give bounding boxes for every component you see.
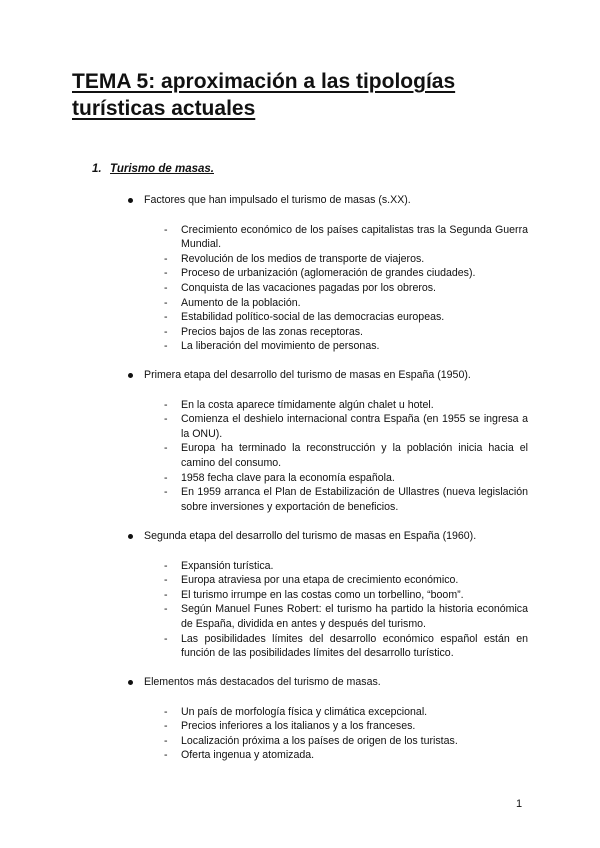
dash-icon: -	[164, 398, 168, 411]
dash-icon: -	[164, 281, 168, 294]
group-heading-text: Segunda etapa del desarrollo del turismo de masas en España (1960).	[144, 530, 477, 542]
list-item-text: Aumento de la población.	[181, 296, 301, 309]
list-item	[164, 573, 528, 588]
list-item	[164, 281, 528, 296]
page-number: 1	[516, 798, 523, 810]
list-item-text: En 1959 arranca el Plan de Estabilización de Ullastres (nueva legislación sobre inversiones y exportación de beneficios.	[181, 486, 528, 513]
list-item	[164, 398, 528, 413]
list-item-text: La liberación del movimiento de personas.	[181, 340, 380, 353]
dash-icon: -	[164, 252, 168, 265]
list-item-text: 1958 fecha clave para la economía española.	[181, 471, 395, 484]
dash-icon: -	[164, 471, 168, 484]
list-item	[164, 310, 528, 325]
list-item-text: Localización próxima a los países de origen de los turistas.	[181, 734, 458, 747]
section-title: Turismo de masas.	[110, 163, 214, 175]
list-item-text: Las posibilidades límites del desarrollo económico español están en función de las posibilidades límites del desarrollo turístico.	[181, 632, 528, 660]
dash-icon: -	[164, 325, 168, 338]
list-item	[164, 252, 528, 267]
list-item-text: Crecimiento económico de los países capitalistas tras la Segunda Guerra Mundial.	[181, 223, 528, 251]
list-item-text: Revolución de los medios de transporte de viajeros.	[181, 252, 425, 265]
section-heading	[92, 163, 214, 175]
dash-icon: -	[164, 267, 168, 280]
list-item-text: Un país de morfología física y climática excepcional.	[181, 705, 428, 718]
list-item	[164, 485, 528, 514]
dash-icon: -	[164, 574, 168, 587]
list-item	[164, 223, 528, 252]
list-item-text: Precios inferiores a los italianos y a los franceses.	[181, 720, 416, 733]
page-title: TEMA 5: aproximación a las tipologías turísticas actuales	[72, 70, 456, 120]
section-number: 1.	[92, 163, 102, 175]
group-heading-text: Factores que han impulsado el turismo de masas (s.XX).	[144, 194, 411, 206]
dash-icon: -	[164, 559, 168, 572]
list-item	[164, 266, 528, 281]
list-item-text: Conquista de las vacaciones pagadas por los obreros.	[181, 281, 436, 294]
dash-icon: -	[164, 296, 168, 309]
dash-icon: -	[164, 413, 168, 426]
bullet-dot-icon	[128, 534, 133, 539]
group-elementos	[128, 675, 528, 763]
group-factores	[128, 193, 528, 354]
list-item	[164, 559, 528, 574]
group-heading-text: Primera etapa del desarrollo del turismo de masas en España (1950).	[144, 369, 471, 381]
item-list	[128, 705, 528, 763]
group-segunda-etapa	[128, 529, 528, 661]
group-heading	[128, 193, 528, 208]
group-heading	[128, 675, 528, 690]
list-item-text: En la costa aparece tímidamente algún chalet u hotel.	[181, 398, 434, 411]
dash-icon: -	[164, 603, 168, 616]
bullet-dot-icon	[128, 680, 133, 685]
list-item	[164, 748, 528, 763]
list-item	[164, 471, 528, 486]
dash-icon: -	[164, 749, 168, 762]
list-item-text: Expansión turística.	[181, 559, 274, 572]
list-item-text: Estabilidad político-social de las democracias europeas.	[181, 311, 445, 324]
dash-icon: -	[164, 223, 168, 236]
dash-icon: -	[164, 632, 168, 645]
list-item	[164, 412, 528, 441]
bullet-dot-icon	[128, 198, 133, 203]
list-item-text: Europa ha terminado la reconstrucción y la población inicia hacia el camino del consumo.	[181, 442, 528, 469]
item-list	[128, 559, 528, 661]
group-heading	[128, 368, 528, 383]
list-item	[164, 296, 528, 311]
list-item-text: Proceso de urbanización (aglomeración de grandes ciudades).	[181, 267, 476, 280]
dash-icon: -	[164, 734, 168, 747]
list-item	[164, 325, 528, 340]
list-item-text: Europa atraviesa por una etapa de crecimiento económico.	[181, 574, 459, 587]
dash-icon: -	[164, 340, 168, 353]
list-item-text: Comienza el deshielo internacional contra España (en 1955 se ingresa a la ONU).	[181, 413, 528, 440]
list-item	[164, 719, 528, 734]
dash-icon: -	[164, 720, 168, 733]
list-item-text: El turismo irrumpe en las costas como un torbellino, “boom”.	[181, 588, 464, 601]
list-item	[164, 632, 528, 661]
list-item	[164, 441, 528, 470]
list-item	[164, 339, 528, 354]
list-item	[164, 734, 528, 749]
dash-icon: -	[164, 442, 168, 455]
dash-icon: -	[164, 311, 168, 324]
list-item	[164, 602, 528, 631]
item-list	[128, 398, 528, 515]
list-item-text: Precios bajos de las zonas receptoras.	[181, 325, 363, 338]
list-item-text: Según Manuel Funes Robert: el turismo ha partido la historia económica de España, dividida en antes y después del turismo.	[181, 603, 528, 630]
list-item-text: Oferta ingenua y atomizada.	[181, 749, 315, 762]
list-item	[164, 588, 528, 603]
bullet-dot-icon	[128, 373, 133, 378]
list-item	[164, 705, 528, 720]
item-list	[128, 223, 528, 354]
dash-icon: -	[164, 486, 168, 499]
group-primera-etapa	[128, 368, 528, 514]
dash-icon: -	[164, 705, 168, 718]
group-heading-text: Elementos más destacados del turismo de masas.	[144, 676, 381, 688]
dash-icon: -	[164, 588, 168, 601]
group-heading	[128, 529, 528, 544]
